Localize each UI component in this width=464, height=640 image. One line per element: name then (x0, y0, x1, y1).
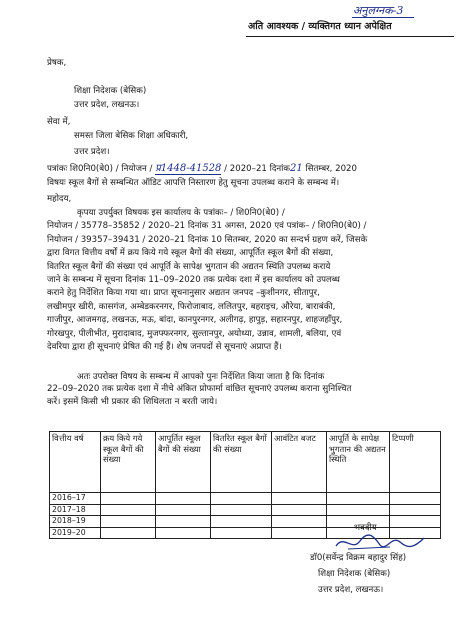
to-label: सेवा में, (47, 117, 71, 127)
paragraph-line: लखीमपुर खीरी, कासगंज, अम्बेडकरनगर, फिरोजाबाद, ललितपुर, बहराइच, औरेया, बाराबंकी, (47, 301, 336, 312)
paragraph-line: अतः उपरोक्त विषय के सम्बन्ध में आपको पुनः निर्देशित किया जाता है कि दिनांक (77, 372, 325, 382)
reference-line (47, 163, 357, 175)
reference-suffix: / 2020–21 दिनांक (224, 164, 291, 174)
from-place: उत्तर प्रदेश, लखनऊ। (74, 100, 140, 110)
header-bags-purchased: क्रय किये गये स्कूल बैगों की संख्या (101, 432, 156, 493)
table-cell (211, 527, 272, 539)
table-cell (327, 504, 390, 516)
financial-year-cell: 2019–20 (50, 527, 101, 539)
paragraph-line: नियोजन / 39357–39431 / 2020–21 दिनांक 10 सितम्बर, 2020 का सन्दर्भ ग्रहण करें, जिसके (47, 234, 368, 245)
table-cell (156, 504, 211, 516)
table-cell (327, 493, 390, 505)
header-remarks: टिप्पणी (390, 432, 441, 493)
to-officer: समस्त जिला बेसिक शिक्षा अधिकारी, (74, 131, 189, 141)
annexure-underline (352, 17, 414, 18)
table-cell (390, 516, 441, 528)
header-payment-status: आपूर्ति के सापेक्ष भुगतान की अद्यतन स्थिति (327, 432, 390, 493)
table-cell (272, 516, 327, 528)
financial-year-cell: 2018–19 (50, 516, 101, 528)
salutation: महोदय, (47, 194, 72, 204)
paragraph-1 (47, 207, 422, 354)
proforma-table (49, 431, 441, 539)
paragraph-line: गोरखपुर, पीलीभीत, मुरादाबाद, मुजफ्फरनगर, सुल्तानपुर, अयोध्या, उन्नाव, शामली, बलिया, एवं (47, 328, 342, 339)
urgent-underline (246, 36, 454, 37)
table-cell (101, 504, 156, 516)
table-cell (101, 527, 156, 539)
signatory-place: उत्तर प्रदेश, लखनऊ। (318, 585, 384, 595)
table-row (50, 504, 441, 516)
table-cell (211, 516, 272, 528)
signatory-designation: शिक्षा निदेशक (बेसिक) (318, 569, 391, 579)
table-cell (272, 504, 327, 516)
urgent-label: अति आवश्यक / व्यक्तिगत ध्यान अपेक्षित (248, 21, 392, 32)
reference-date-day: 21 (290, 163, 303, 174)
table-cell (272, 527, 327, 539)
table-cell (211, 493, 272, 505)
table-cell (156, 516, 211, 528)
paragraph-line: गाजीपुर, आजमगढ़, लखनऊ, मऊ, बांदा, कानपुरनगर, अलीगढ़, हापुड़, सहारनपुर, शाहजहाँपुर, (47, 315, 343, 326)
paragraph-line: कराने हेतु निर्देशित किया गया था। प्राप्त सूचनानुसार अद्यतन जनपद –कुशीनगर, सीतापुर, (47, 288, 320, 299)
table-cell (156, 527, 211, 539)
paragraph-2 (47, 371, 422, 408)
financial-year-cell: 2017–18 (50, 504, 101, 516)
table-cell (272, 493, 327, 505)
table-cell (156, 493, 211, 505)
reference-date-rest: सितम्बर, 2020 (305, 164, 357, 174)
reference-prefix: पत्रांकः शि0नि0(बे0) / नियोजन / (47, 164, 153, 174)
table-cell (101, 516, 156, 528)
table-cell (390, 504, 441, 516)
table-cell (390, 493, 441, 505)
financial-year-cell: 2016–17 (50, 493, 101, 505)
subject-line: विषयः स्कूल बैगों से सम्बन्धित ऑडिट आपत्ति निस्तारण हेतु सूचना उपलब्ध कराने के सम्बन्ध में। (47, 178, 340, 188)
header-allotted-budget: आवंटित बजट (272, 432, 327, 493)
from-label: प्रेषक, (47, 58, 67, 68)
closing: भवदीय (354, 523, 377, 533)
paragraph-line: वितरित स्कूल बैगों की संख्या एवं आपूर्ति के सापेक्ष भुगतान की अद्यतन स्थिति उपलब्ध कराये (47, 261, 331, 272)
paragraph-line: कृपया उपर्युक्त विषयक इस कार्यालय के पत्रांकः– / शि0नि0(बे0) / (77, 208, 285, 218)
from-officer: शिक्षा निदेशक (बेसिक) (74, 86, 147, 96)
to-place: उत्तर प्रदेश। (74, 147, 110, 157)
header-bags-distributed: वितरित स्कूल बैगों की संख्या (211, 432, 272, 493)
paragraph-line: द्वारा विगत वित्तीय वर्षों में क्रय किये गये स्कूल बैगों की संख्या, आपूर्तित स्कूल बैगों की संख्या, (47, 248, 334, 259)
paragraph-line: 22–09–2020 तक प्रत्येक दशा में नीचे अंकित प्रोफार्मा वांछित सूचनाएं उपलब्ध कराना सुनिश्चित (47, 384, 352, 395)
paragraph-line: देवरिया द्वारा ही सूचनाएं प्रेषित की गई हैं। शेष जनपदों से सूचनाएं अप्राप्त हैं। (47, 342, 282, 353)
reference-number: प्र1448-41528 (155, 163, 222, 174)
table-cell (101, 493, 156, 505)
table-header-row (50, 432, 441, 493)
table-row (50, 516, 441, 528)
paragraph-line: करें। इसमें किसी भी प्रकार की शिथिलता न बरती जाये। (47, 396, 218, 407)
paragraph-line: नियोजन / 35778–35852 / 2020–21 दिनांक 31 अगस्त, 2020 एवं पत्रांक– / शि0नि0(बे0) / (47, 221, 367, 232)
header-bags-supplied: आपूर्तित स्कूल बैगों की संख्या (156, 432, 211, 493)
paragraph-line: जाने के सम्बन्ध में सूचना दिनांक 11–09–2020 तक प्रत्येक दशा में इस कार्यालय को उपलब्ध (47, 275, 340, 286)
signatory-name: डॉ0(सर्वेन्द्र विक्रम बहादुर सिंह) (310, 553, 407, 563)
header-financial-year: वित्तीय वर्ष (50, 432, 101, 493)
handwritten-signature (330, 532, 430, 554)
table-row (50, 493, 441, 505)
table-cell (211, 504, 272, 516)
annexure-label: अनुलग्नक-3 (353, 4, 404, 17)
